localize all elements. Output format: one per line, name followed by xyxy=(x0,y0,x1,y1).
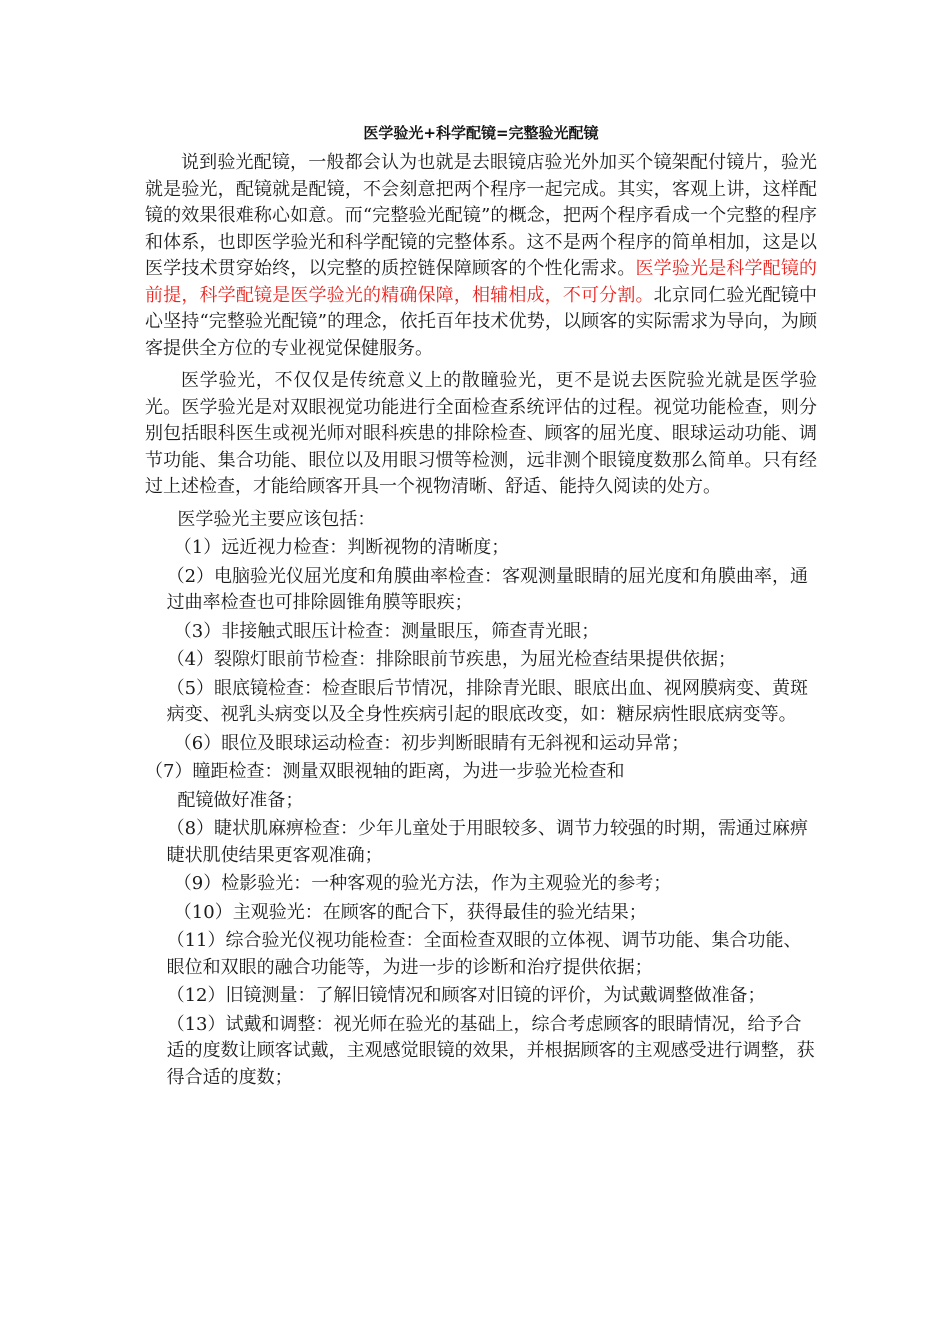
paragraph-intro xyxy=(145,150,817,362)
list-item-3: （3）非接触式眼压计检查：测量眼压，筛查青光眼； xyxy=(173,620,600,642)
list-item-10: （10）主观验光：在顾客的配合下，获得最佳的验光结果； xyxy=(173,901,647,923)
list-item-13: （13）试戴和调整：视光师在验光的基础上，综合考虑顾客的眼睛情况，给予合适的度数让顾客试戴，主观感觉眼镜的效果，并根据顾客的主观感受进行调整，获得合适的度数； xyxy=(166,1013,815,1088)
list-item-7-continued: 配镜做好准备； xyxy=(177,789,304,811)
list-item-5: （5）眼底镜检查：检查眼后节情况，排除青光眼、眼底出血、视网膜病变、黄斑病变、视乳头病变以及全身性疾病引起的眼底改变，如：糖尿病性眼底病变等。 xyxy=(166,677,809,725)
document-title: 医学验光+科学配镜=完整验光配镜 xyxy=(363,124,599,142)
list-item-6: （6）眼位及眼球运动检查：初步判断眼睛有无斜视和运动异常； xyxy=(173,732,690,754)
document-page xyxy=(145,122,817,1093)
intro-text-a: 说到验光配镜，一般都会认为也就是去眼镜店验光外加买个镜架配付镜片，验光就是验光，配镜就是配镜，不会刻意把两个程序一起完成。其实，客观上讲，这样配镜的效果很难称心如意。而“完整验光配镜”的概念，把两个程序看成一个完整的程序和体系，也即医学验光和科学配镜的完整体系。这不是两个程序的简单相加，这是以医学技术贯穿始终，以完整的质控链保障顾客的个性化需求。 xyxy=(145,152,817,279)
list-item-11: （11）综合验光仪视功能检查：全面检查双眼的立体视、调节功能、集合功能、眼位和双眼的融合功能等，为进一步的诊断和治疗提供依据； xyxy=(166,930,802,978)
list-heading: 医学验光主要应该包括： xyxy=(177,508,376,530)
intro-text-b: 北京同仁验光配镜中心坚持“完整验光配镜”的理念，依托百年技术优势，以顾客的实际需求为导向，为顾客提供全方位的专业视觉保健服务。 xyxy=(145,284,818,359)
list-item-12: （12）旧镜测量：了解旧镜情况和顾客对旧镜的评价，为试戴调整做准备； xyxy=(166,985,766,1006)
list-item-7: （7）瞳距检查：测量双眼视轴的距离，为进一步验光检查和 xyxy=(145,761,625,782)
list-item-1: （1）远近视力检查：判断视物的清晰度； xyxy=(173,537,510,558)
list-item-9: （9）检影验光：一种客观的验光方法，作为主观验光的参考； xyxy=(173,873,672,894)
list-item-4: （4）裂隙灯眼前节检查：排除眼前节疾患，为屈光检查结果提供依据； xyxy=(166,649,737,670)
paragraph-medical-optometry: 医学验光，不仅仅是传统意义上的散瞳验光，更不是说去医院验光就是医学验光。医学验光是对双眼视觉功能进行全面检查系统评估的过程。视觉功能检查，则分别包括眼科医生或视光师对眼科疾患的排除检查、顾客的屈光度、眼球运动功能、调节功能、集合功能、眼位以及用眼习惯等检测，远非测个眼镜度数那么简单。只有经过上述检查，才能给顾客开具一个视物清晰、舒适、能持久阅读的处方。 xyxy=(145,370,817,497)
intro-highlight-red: 医学验光是科学配镜的前提，科学配镜是医学验光的精确保障，相辅相成，不可分割。 xyxy=(145,258,817,306)
list-item-2: （2）电脑验光仪屈光度和角膜曲率检查：客观测量眼睛的屈光度和角膜曲率，通过曲率检查也可排除圆锥角膜等眼疾； xyxy=(166,565,809,613)
list-item-8: （8）睫状肌麻痹检查：少年儿童处于用眼较多、调节力较强的时期，需通过麻痹睫状肌使结果更客观准确； xyxy=(166,818,809,866)
